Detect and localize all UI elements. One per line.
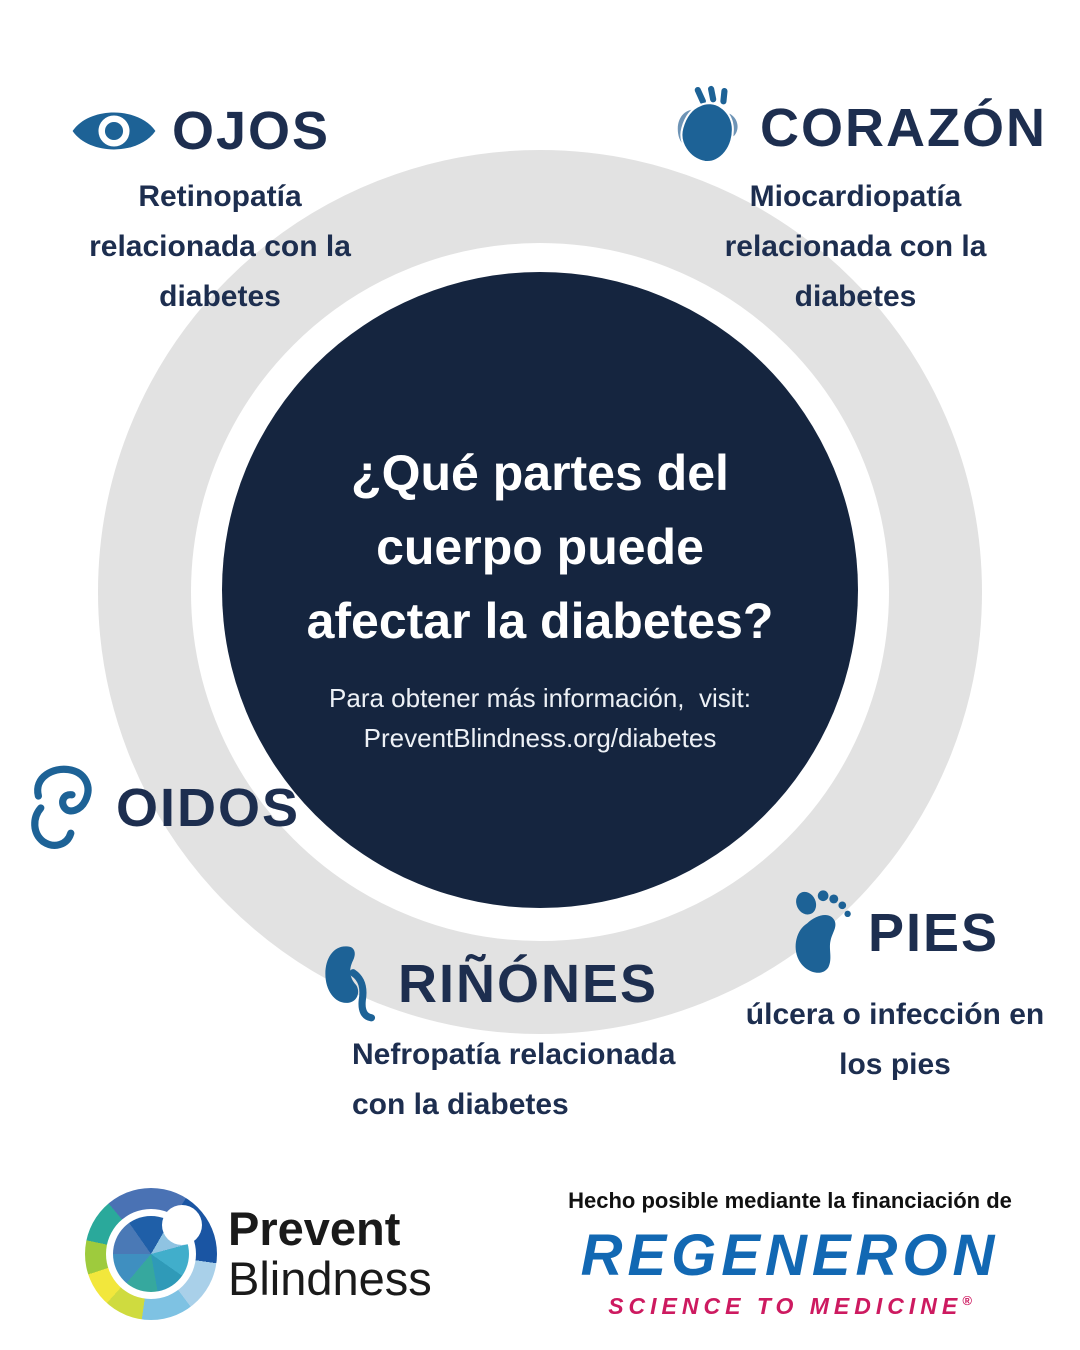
funding-block bbox=[550, 1188, 1030, 1320]
part-corazon-description: Miocardiopatía relacionada con la diabetes bbox=[724, 180, 987, 313]
part-oidos bbox=[30, 764, 300, 852]
regeneron-tagline-text: SCIENCE TO MEDICINE bbox=[608, 1293, 963, 1319]
more-info-prefix: Para obtener más información, visit: bbox=[329, 683, 751, 713]
part-pies bbox=[788, 886, 999, 980]
part-pies-label: PIES bbox=[868, 903, 1000, 963]
funding-text: Hecho posible mediante la financiación de bbox=[568, 1188, 1012, 1213]
part-rinones-label: RIÑÓNES bbox=[398, 954, 659, 1014]
part-ojos-description: Retinopatía relacionada con la diabetes bbox=[89, 180, 351, 313]
registered-mark: ® bbox=[962, 1293, 972, 1308]
more-info-text bbox=[240, 678, 840, 758]
pb-logo-glint bbox=[162, 1205, 202, 1245]
part-oidos-label: OIDOS bbox=[116, 778, 301, 838]
part-rinones-description: Nefropatía relacionada con la diabetes bbox=[352, 1038, 676, 1121]
part-rinones bbox=[320, 942, 658, 1026]
poster-title-line1: ¿Qué partes del bbox=[351, 445, 729, 501]
pb-wordmark-line1: Prevent bbox=[228, 1202, 401, 1255]
regeneron-logo-text: REGENERON bbox=[580, 1223, 1000, 1288]
poster-title bbox=[220, 436, 860, 658]
foot-icon bbox=[788, 886, 854, 980]
poster-title-line2: cuerpo puede bbox=[376, 519, 704, 575]
eye-icon bbox=[70, 101, 158, 161]
prevent-blindness-eye-logo bbox=[85, 1188, 217, 1320]
part-corazon bbox=[668, 82, 1047, 174]
prevent-blindness-url: PreventBlindness.org/diabetes bbox=[363, 723, 717, 753]
part-pies-description: úlcera o infección en los pies bbox=[745, 998, 1045, 1081]
part-ojos bbox=[70, 100, 330, 162]
heart-icon bbox=[668, 82, 746, 174]
ear-icon bbox=[30, 764, 102, 852]
part-corazon-label: CORAZÓN bbox=[760, 98, 1047, 158]
part-ojos-label: OJOS bbox=[172, 101, 331, 161]
poster-title-line3: afectar la diabetes? bbox=[306, 593, 774, 649]
regeneron-tagline bbox=[550, 1293, 1030, 1320]
kidney-icon bbox=[320, 942, 384, 1026]
pb-wordmark-line2: Blindness bbox=[228, 1252, 432, 1305]
prevent-blindness-wordmark bbox=[228, 1204, 432, 1304]
